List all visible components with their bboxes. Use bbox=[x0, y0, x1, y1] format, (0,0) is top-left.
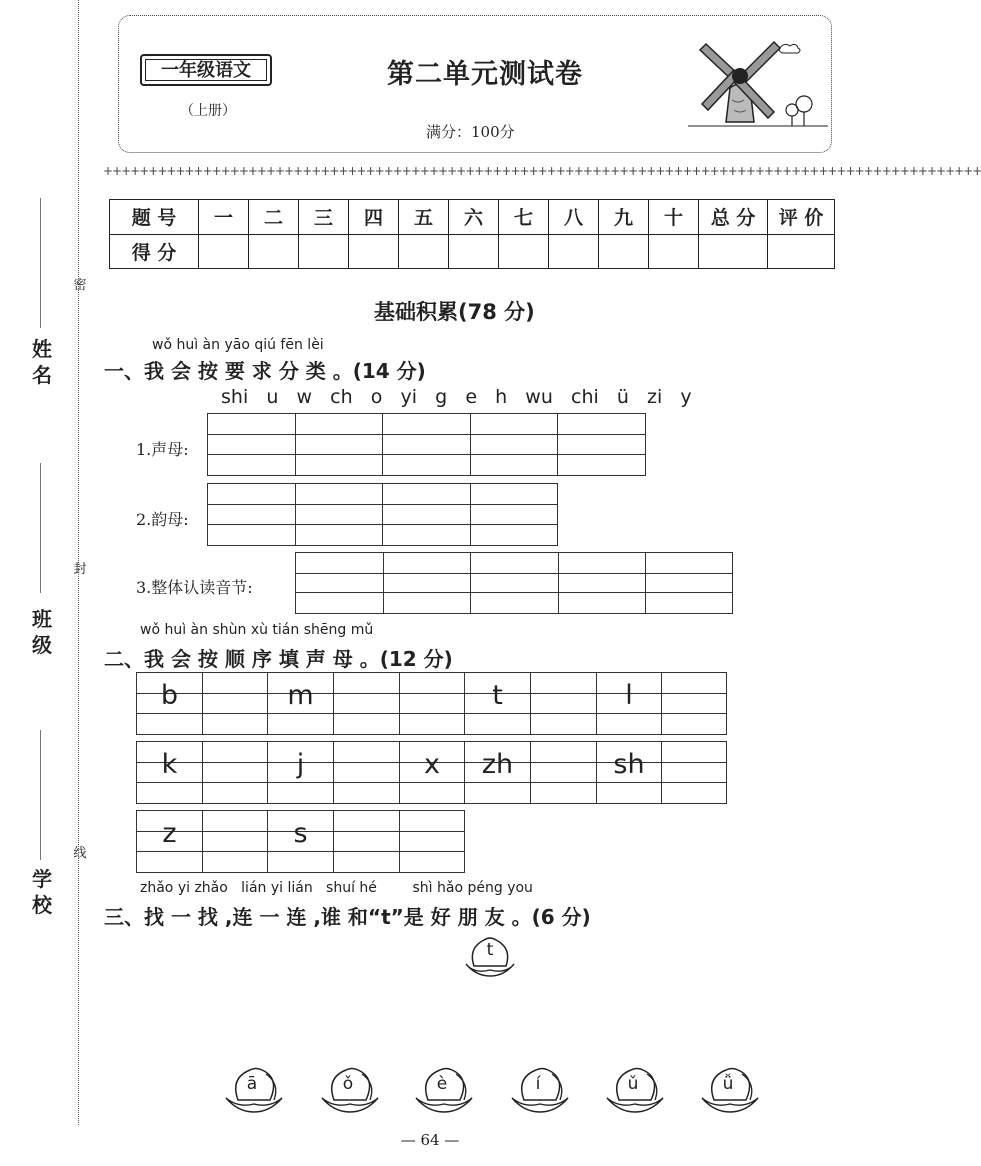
peach-letter: t bbox=[486, 940, 494, 960]
letter-cell[interactable] bbox=[334, 673, 400, 734]
q3-title: 三、找 一 找 ,连 一 连 ,谁 和“t”是 好 朋 友 。(6 分) bbox=[104, 905, 591, 929]
writing-cell[interactable] bbox=[646, 553, 732, 613]
q1-item2-label: 2.韵母: bbox=[136, 510, 189, 529]
score-header-cell: 评 价 bbox=[768, 200, 835, 235]
writing-cell[interactable] bbox=[559, 553, 647, 613]
name-write-line bbox=[40, 198, 41, 328]
divider-line: +++++++++++++++++++++++++++++++++++++++++++++++++++++++++++++++++++++++++++++++++++++++++++++++++ bbox=[103, 164, 981, 178]
class-label: 班 级 bbox=[32, 607, 52, 657]
writing-cell[interactable] bbox=[558, 414, 645, 475]
q1-title: 一、我 会 按 要 求 分 类 。(14 分) bbox=[104, 359, 426, 383]
school-write-line bbox=[40, 730, 41, 860]
letter-cell bbox=[137, 673, 203, 734]
letter-cell bbox=[268, 673, 334, 734]
letter-cell bbox=[268, 811, 334, 872]
score-header-cell: 九 bbox=[599, 200, 649, 235]
cell-letter: t bbox=[492, 680, 503, 711]
cell-letter: m bbox=[287, 680, 314, 711]
q2-grid-row-1[interactable] bbox=[136, 672, 727, 735]
letter-cell bbox=[465, 673, 531, 734]
letter-cell[interactable] bbox=[400, 673, 465, 734]
writing-cell[interactable] bbox=[384, 553, 472, 613]
peach-vowel[interactable] bbox=[222, 1062, 286, 1114]
seal-mark-mi: 密 bbox=[73, 278, 87, 293]
score-input-cell[interactable] bbox=[199, 234, 249, 269]
score-input-cell[interactable] bbox=[699, 234, 768, 269]
score-header-cell: 总 分 bbox=[699, 200, 768, 235]
q2-title: 二、我 会 按 顺 序 填 声 母 。(12 分) bbox=[104, 647, 453, 671]
q1-item1-label: 1.声母: bbox=[136, 440, 189, 459]
school-label: 学 校 bbox=[32, 867, 52, 917]
score-input-cell[interactable] bbox=[449, 234, 499, 269]
cell-letter: k bbox=[161, 749, 178, 780]
q1-pinyin: wǒ huì àn yāo qiú fēn lèi bbox=[152, 337, 324, 353]
score-input-cell[interactable] bbox=[249, 234, 299, 269]
peach-letter: ā bbox=[246, 1074, 258, 1094]
letter-cell bbox=[268, 742, 334, 803]
score-header-cell: 四 bbox=[349, 200, 399, 235]
peach-vowel[interactable] bbox=[412, 1062, 476, 1114]
writing-cell[interactable] bbox=[383, 414, 471, 475]
peach-letter: ǚ bbox=[722, 1074, 734, 1094]
peach-letter: ǔ bbox=[627, 1074, 639, 1094]
peach-vowel[interactable] bbox=[698, 1062, 762, 1114]
score-header-cell: 五 bbox=[399, 200, 449, 235]
letter-cell[interactable] bbox=[531, 742, 597, 803]
cell-letter: l bbox=[625, 680, 633, 711]
cell-letter: sh bbox=[613, 749, 645, 780]
score-header-cell: 十 bbox=[649, 200, 699, 235]
score-input-cell[interactable] bbox=[599, 234, 649, 269]
letter-cell bbox=[400, 742, 465, 803]
seal-mark-xian: 线 bbox=[73, 846, 87, 861]
score-input-cell[interactable] bbox=[549, 234, 599, 269]
peach-letter: í bbox=[535, 1074, 541, 1094]
score-header-cell: 三 bbox=[299, 200, 349, 235]
writing-cell[interactable] bbox=[296, 553, 384, 613]
q2-grid-row-2[interactable] bbox=[136, 741, 727, 804]
seal-mark-feng: 封 bbox=[73, 562, 87, 577]
cell-letter: z bbox=[162, 818, 177, 849]
writing-cell[interactable] bbox=[296, 484, 384, 545]
letter-cell bbox=[465, 742, 531, 803]
score-input-cell[interactable] bbox=[649, 234, 699, 269]
cell-letter: x bbox=[424, 749, 440, 780]
q1-syllables: shi u w ch o yi g e h wu chi ü zi y bbox=[221, 386, 692, 408]
score-header-cell: 题 号 bbox=[110, 200, 199, 235]
letter-cell[interactable] bbox=[203, 673, 268, 734]
class-write-line bbox=[40, 463, 41, 593]
writing-cell[interactable] bbox=[383, 484, 471, 545]
writing-cell[interactable] bbox=[471, 553, 559, 613]
writing-cell[interactable] bbox=[208, 484, 296, 545]
writing-cell[interactable] bbox=[296, 414, 384, 475]
letter-cell[interactable] bbox=[334, 811, 400, 872]
name-label: 姓 名 bbox=[32, 337, 52, 387]
letter-cell bbox=[137, 811, 203, 872]
score-input-cell[interactable] bbox=[299, 234, 349, 269]
full-score: 满分：100分 bbox=[426, 123, 515, 141]
letter-cell[interactable] bbox=[203, 742, 268, 803]
score-input-cell[interactable] bbox=[768, 234, 835, 269]
letter-cell[interactable] bbox=[203, 811, 268, 872]
cell-letter: s bbox=[293, 818, 308, 849]
peach-vowel[interactable] bbox=[603, 1062, 667, 1114]
writing-cell[interactable] bbox=[208, 414, 296, 475]
letter-cell[interactable] bbox=[334, 742, 400, 803]
letter-cell[interactable] bbox=[662, 673, 726, 734]
score-input-cell[interactable] bbox=[399, 234, 449, 269]
peach-t[interactable] bbox=[460, 930, 520, 980]
letter-cell bbox=[597, 673, 662, 734]
q2-grid-row-3[interactable] bbox=[136, 810, 465, 873]
score-header-cell: 七 bbox=[499, 200, 549, 235]
score-header-cell: 二 bbox=[249, 200, 299, 235]
cell-letter: j bbox=[296, 749, 305, 780]
grade-badge: 一年级语文 bbox=[140, 54, 272, 86]
letter-cell bbox=[137, 742, 203, 803]
peach-vowel[interactable] bbox=[508, 1062, 572, 1114]
letter-cell bbox=[597, 742, 662, 803]
q1-answer-grid-3[interactable] bbox=[295, 552, 733, 614]
peach-letter: ǒ bbox=[342, 1074, 354, 1094]
q1-answer-grid-1[interactable] bbox=[207, 413, 646, 476]
peach-vowel[interactable] bbox=[318, 1062, 382, 1114]
writing-cell[interactable] bbox=[471, 414, 559, 475]
score-row-label: 得 分 bbox=[110, 234, 199, 269]
score-header-cell: 一 bbox=[199, 200, 249, 235]
part-title: 基础积累(78 分) bbox=[374, 300, 535, 324]
cell-letter: b bbox=[160, 680, 179, 711]
q1-item3-label: 3.整体认读音节: bbox=[136, 578, 253, 597]
page-title: 第二单元测试卷 bbox=[387, 59, 583, 90]
q3-pinyin: zhǎo yi zhǎo lián yi lián shuí hé shì hǎo péng you bbox=[140, 880, 533, 896]
score-header-cell: 八 bbox=[549, 200, 599, 235]
score-input-cell[interactable] bbox=[499, 234, 549, 269]
q1-answer-grid-2[interactable] bbox=[207, 483, 558, 546]
q2-pinyin: wǒ huì àn shùn xù tián shēng mǔ bbox=[140, 622, 374, 638]
score-table bbox=[109, 199, 835, 269]
page-number: — 64 — bbox=[400, 1131, 460, 1149]
letter-cell[interactable] bbox=[400, 811, 464, 872]
writing-cell[interactable] bbox=[471, 484, 558, 545]
score-header-cell: 六 bbox=[449, 200, 499, 235]
cell-letter: zh bbox=[481, 749, 514, 780]
windmill-illustration bbox=[688, 30, 828, 140]
peach-letter: è bbox=[436, 1074, 448, 1094]
volume-label: （上册） bbox=[180, 103, 236, 119]
letter-cell[interactable] bbox=[531, 673, 597, 734]
letter-cell[interactable] bbox=[662, 742, 726, 803]
score-input-cell[interactable] bbox=[349, 234, 399, 269]
